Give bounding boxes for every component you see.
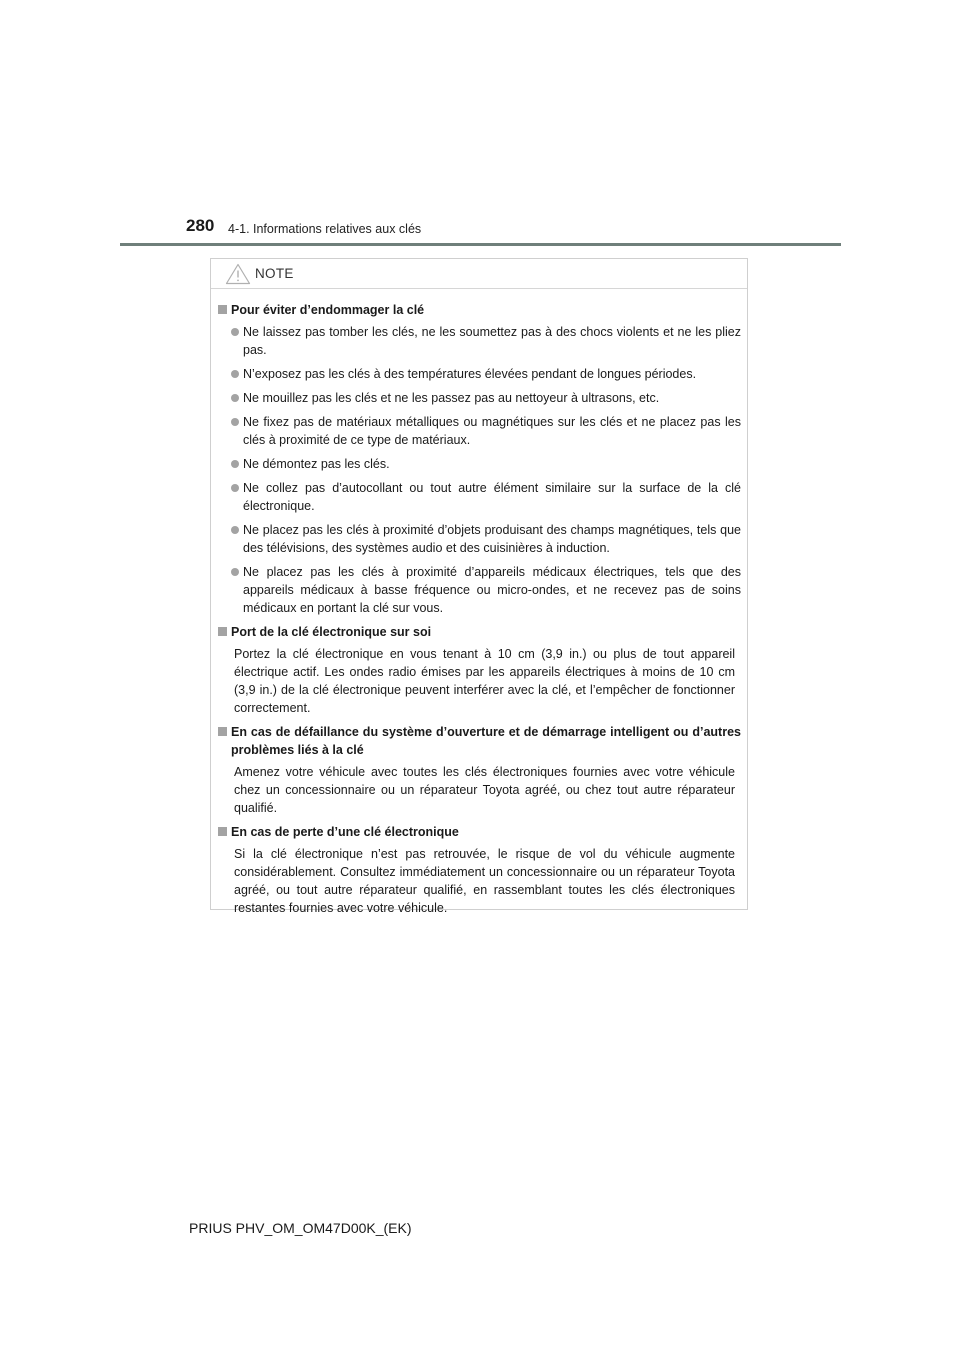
circle-bullet-icon <box>231 418 239 426</box>
list-item: Ne laissez pas tomber les clés, ne les soumettez pas à des chocs violents et ne les pliez pas. <box>230 323 741 359</box>
square-bullet-icon <box>218 305 227 314</box>
circle-bullet-icon <box>231 328 239 336</box>
list-item: Ne mouillez pas les clés et ne les passez pas au nettoyeur à ultrasons, etc. <box>230 389 741 407</box>
header-rule <box>120 243 841 246</box>
page-number: 280 <box>186 216 215 235</box>
section-title: 4-1. Informations relatives aux clés <box>228 222 422 236</box>
section-heading: En cas de défaillance du système d’ouverture et de démarrage intelligent ou d’autres problèmes liés à la clé <box>216 723 741 759</box>
section-paragraph: Portez la clé électronique en vous tenant à 10 cm (3,9 in.) ou plus de tout appareil électrique actif. Les ondes radio émises par les appareils électriques à moins de 10 cm (3,9 in.) de la clé électronique peuvent interférer avec la clé, et l’empêcher de fonctionner correctement. <box>234 647 735 715</box>
circle-bullet-icon <box>231 526 239 534</box>
note-header <box>211 259 747 289</box>
note-label: NOTE <box>255 266 294 281</box>
square-bullet-icon <box>218 627 227 636</box>
manual-code: PRIUS PHV_OM_OM47D00K_(EK) <box>189 1220 412 1236</box>
section-heading: Port de la clé électronique sur soi <box>216 623 741 641</box>
circle-bullet-icon <box>231 460 239 468</box>
list-item: Ne fixez pas de matériaux métalliques ou magnétiques sur les clés et ne placez pas les clés à proximité de ce type de matériaux. <box>230 413 741 449</box>
circle-bullet-icon <box>231 370 239 378</box>
circle-bullet-icon <box>231 484 239 492</box>
list-item: Ne placez pas les clés à proximité d’appareils médicaux électriques, tels que des appareils médicaux à basse fréquence ou micro-ondes, et ne recevez pas de soins médicaux en portant la clé sur vous. <box>230 563 741 617</box>
section-paragraph: Amenez votre véhicule avec toutes les clés électroniques fournies avec votre véhicule chez un concessionnaire ou un réparateur Toyota agréé, ou chez tout autre réparateur qualifié. <box>234 765 735 815</box>
list-item: Ne placez pas les clés à proximité d’objets produisant des champs magnétiques, tels que des télévisions, des systèmes audio et des cuisinières à induction. <box>230 521 741 557</box>
section-paragraph: Si la clé électronique n’est pas retrouvée, le risque de vol du véhicule augmente considérablement. Consultez immédiatement un concessionnaire ou un réparateur Toyota agréé, ou tout autre réparateur qualifié, en rassemblant toutes les clés électroniques restantes fournies avec votre véhicule. <box>234 847 735 915</box>
warning-triangle-icon <box>225 263 251 285</box>
note-box <box>210 258 748 915</box>
list-item: N’exposez pas les clés à des températures élevées pendant de longues périodes. <box>230 365 741 383</box>
square-bullet-icon <box>218 827 227 836</box>
list-item: Ne collez pas d’autocollant ou tout autre élément similaire sur la surface de la clé électronique. <box>230 479 741 515</box>
section-heading: En cas de perte d’une clé électronique <box>216 823 741 841</box>
list-item: Ne démontez pas les clés. <box>230 455 741 473</box>
circle-bullet-icon <box>231 568 239 576</box>
note-body <box>211 289 747 917</box>
circle-bullet-icon <box>231 394 239 402</box>
square-bullet-icon <box>218 727 227 736</box>
section-heading: Pour éviter d’endommager la clé <box>216 301 741 319</box>
